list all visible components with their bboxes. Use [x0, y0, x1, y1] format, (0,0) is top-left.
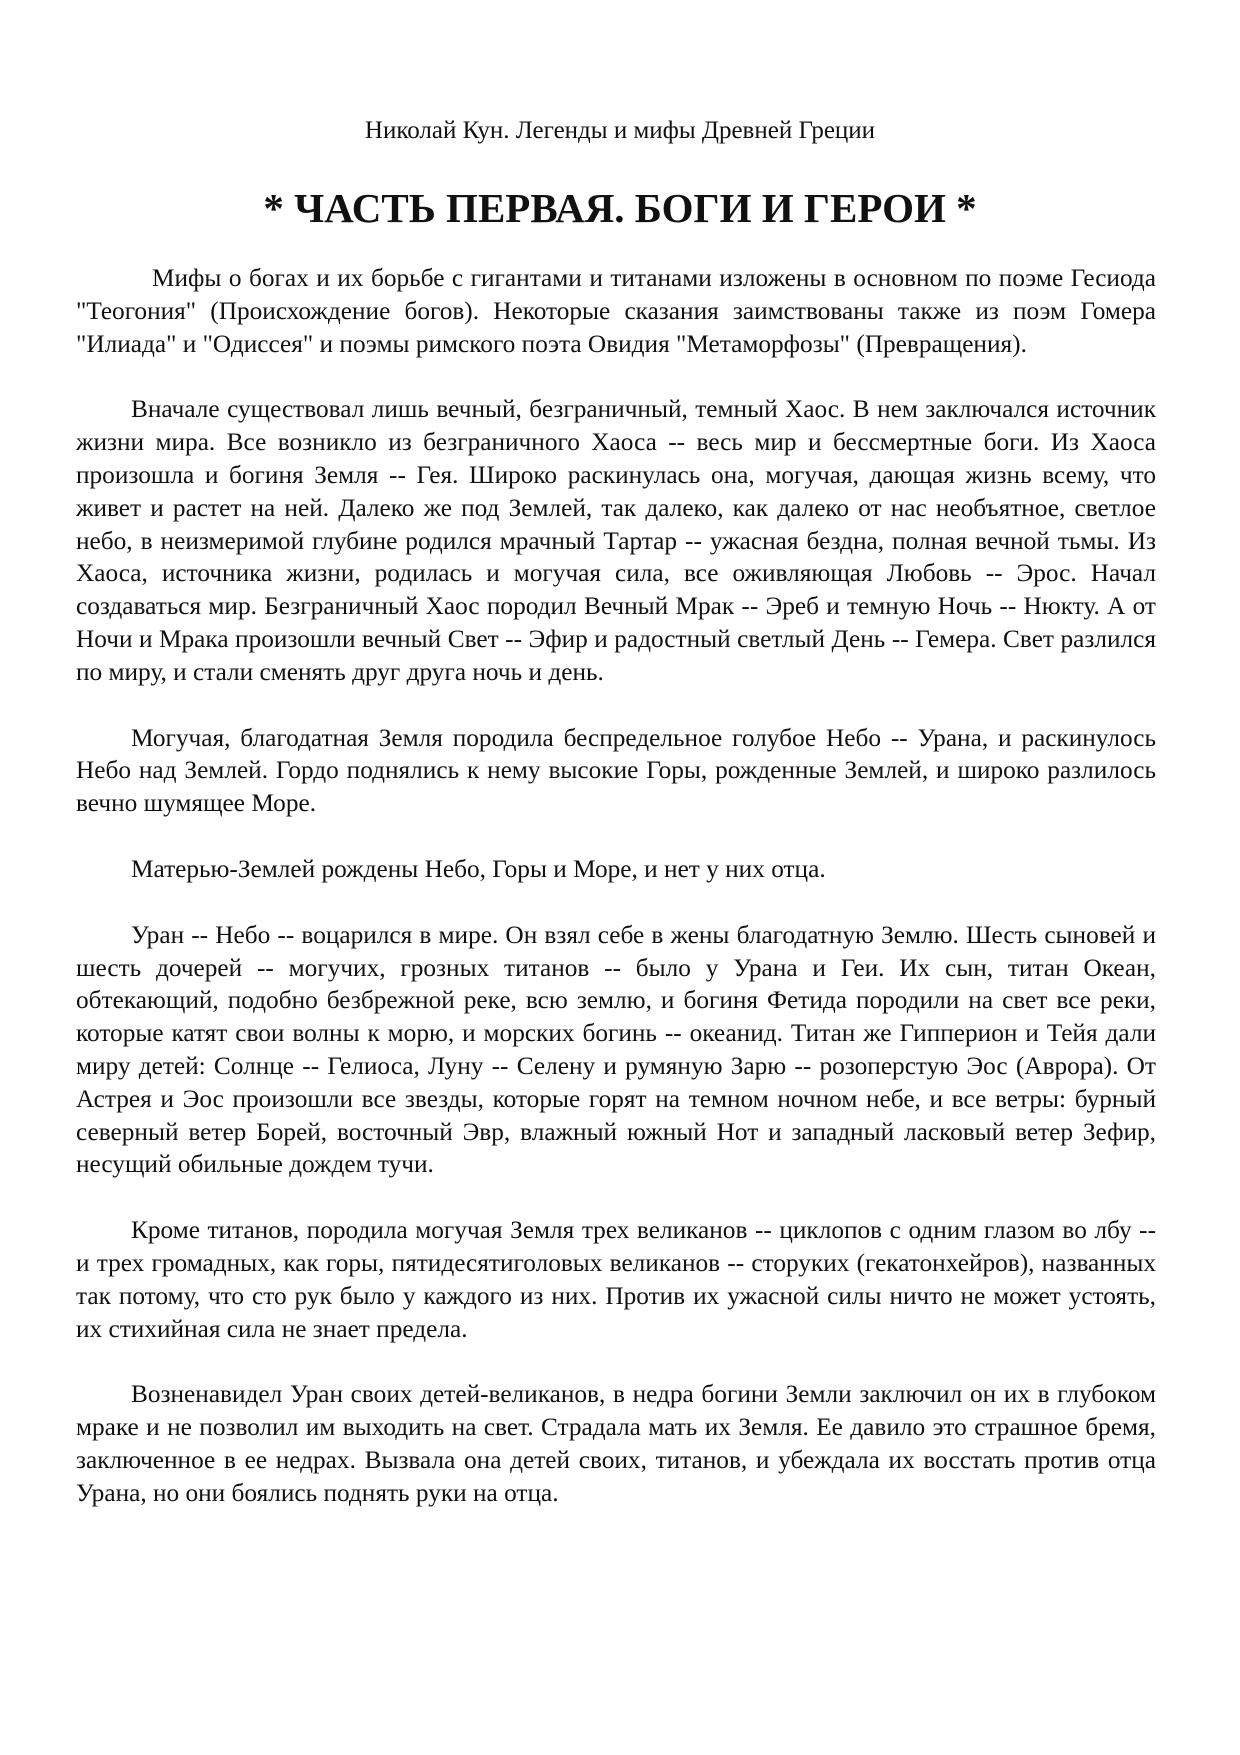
paragraph-uranus-hatred: Возненавидел Уран своих детей-великанов, в недра богини Земли заключил он их в глубоком мраке и не позволил им выходить на свет. Страдала мать их Земля. Ее давило это страшное бремя, заключенное в ее недрах. Вызвала она детей своих, титанов, и убеждала их восстать против отца Урана, но они боялись поднять руки на отца. [76, 1380, 1156, 1507]
paragraph-sources: Мифы о богах и их борьбе с гигантами и титанами изложены в основном по поэме Гесиода "Теогония" (Происхождение богов). Некоторые сказания заимствованы также из поэм Гомера "Илиада" и "Одиссея" и поэмы римского поэта Овидия "Метаморфозы" (Превращения). [76, 264, 1156, 358]
paragraph-chaos: Вначале существовал лишь вечный, безграничный, темный Хаос. В нем заключался источник жизни мира. Все возникло из безграничного Хаоса -- весь мир и бессмертные боги. Из Хаоса произошла и богиня Земля -- Гея. Широко раскинулась она, могучая, дающая жизнь всему, что живет и растет на ней. Далеко же под Землей, так далеко, как далеко от нас необъятное, светлое небо, в неизмеримой глубине родился мрачный Тартар -- ужасная бездна, полная вечной тьмы. Из Хаоса, источника жизни, родилась и могучая сила, все оживляющая Любовь -- Эрос. Начал создаваться мир. Безграничный Хаос породил Вечный Мрак -- Эреб и темную Ночь -- Нюкту. А от Ночи и Мрака произошли вечный Свет -- Эфир и радостный светлый День -- Гемера. Свет разлился по миру, и стали сменять друг друга ночь и день. [76, 395, 1156, 686]
paragraph-cyclopes: Кроме титанов, породила могучая Земля трех великанов -- циклопов с одним глазом во лбу -- и трех громадных, как горы, пятидесятиголовых великанов -- сторуких (гекатонхейров), названных так потому, что сто рук было у каждого из них. Против их ужасной силы ничто не может устоять, их стихийная сила не знает предела. [76, 1216, 1156, 1343]
paragraph-earth-sky: Могучая, благодатная Земля породила беспредельное голубое Небо -- Урана, и раскинулось Небо над Землей. Гордо поднялись к нему высокие Горы, рожденные Землей, и широко разлилось вечно шумящее Море. [76, 723, 1156, 818]
paragraph-mother-earth: Матерью-Землей рождены Небо, Горы и Море, и нет у них отца. [131, 854, 826, 883]
book-title: Николай Кун. Легенды и мифы Древней Греции [364, 117, 876, 144]
body-text [76, 262, 1156, 1510]
paragraph-uranus-titans: Уран -- Небо -- воцарился в мире. Он взял себе в жены благодатную Землю. Шесть сыновей и шесть дочерей -- могучих, грозных титанов -- было у Урана и Геи. Их сын, титан Океан, обтекающий, подобно безбрежной реке, всю землю, и богиня Фетида породили на свет все реки, которые катят свои волны к морю, и морских богинь -- океанид. Титан же Гипперион и Тейя дали миру детей: Солнце -- Гелиоса, Луну -- Селену и румяную Зарю -- розоперстую Эос (Аврора). От Астрея и Эос произошли все звезды, которые горят на темном ночном небе, и все ветры: бурный северный ветер Борей, восточный Эвр, влажный южный Нот и западный ласковый ветер Зефир, несущий обильные дождем тучи. [76, 920, 1156, 1179]
part-title: * ЧАСТЬ ПЕРВАЯ. БОГИ И ГЕРОИ * [263, 185, 977, 231]
